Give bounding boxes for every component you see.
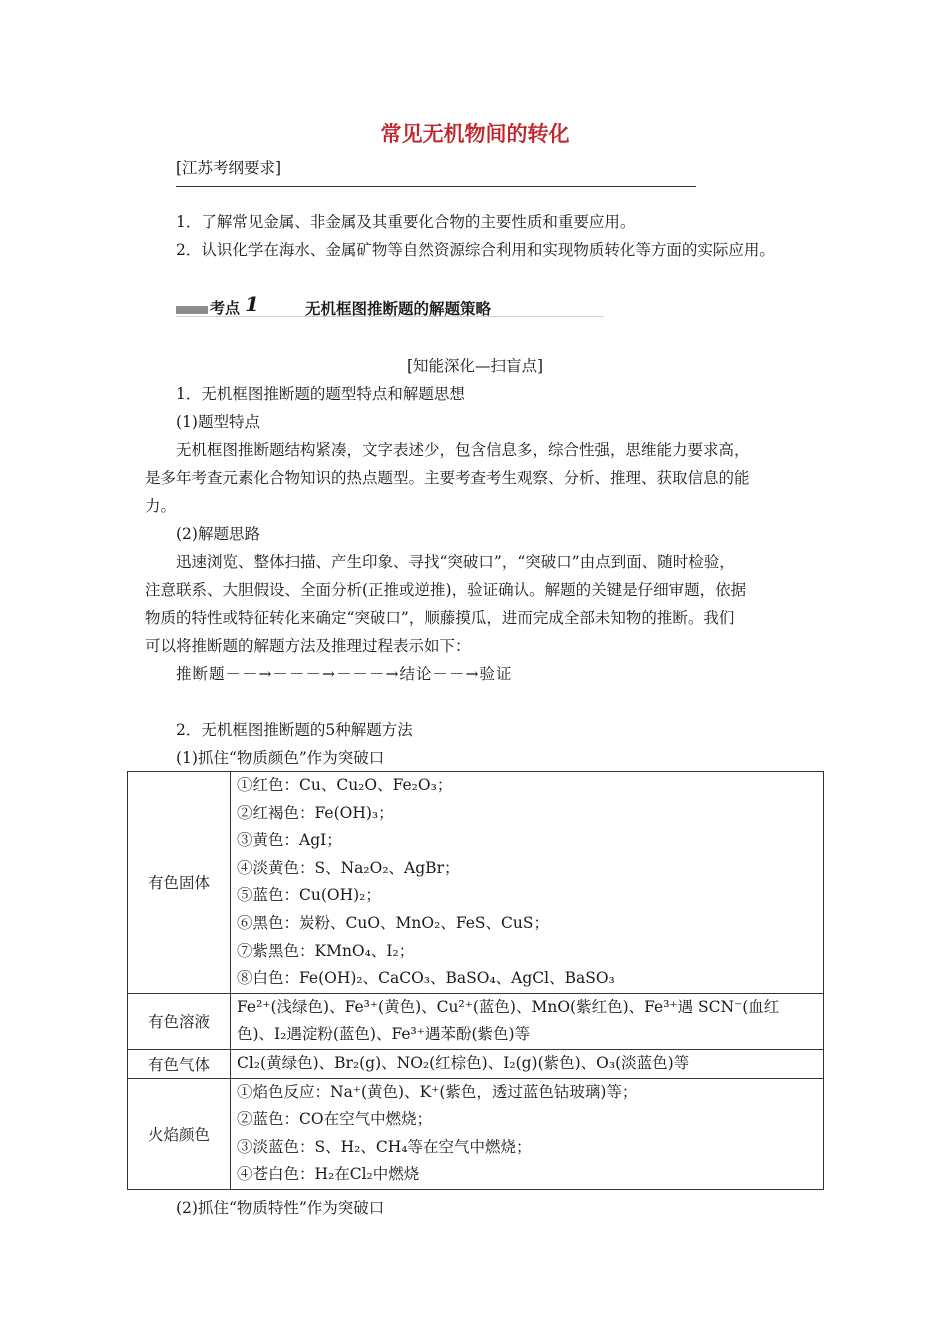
table-line: ⑥黑色：炭粉、CuO、MnO₂、FeS、CuS； [237,913,549,932]
kaodian-label: 考点 [210,299,241,317]
requirement-header: [江苏考纲要求] [176,159,282,177]
table-line: ③淡蓝色：S、H₂、CH₄等在空气中燃烧； [237,1137,532,1156]
section1-heading: 1．无机框图推断题的题型特点和解题思想 [176,385,465,403]
paragraph-line: 迅速浏览、整体扫描、产生印象、寻找“突破口”，“突破口”由点到面、随时检验， [176,553,735,571]
table-row [128,993,824,1049]
table-line: ①焰色反应：Na⁺(黄色)、K⁺(紫色，透过蓝色钴玻璃)等； [237,1082,638,1101]
table-line: ④苍白色：H₂在Cl₂中燃烧 [237,1165,420,1184]
kaodian-number: 1 [245,292,259,316]
paragraph-line: 力。 [145,497,177,515]
section2-sub1: (1)抓住“物质颜色”作为突破口 [176,749,385,767]
table-line: ⑤蓝色：Cu(OH)₂； [237,886,381,905]
section1-sub1: (1)题型特点 [176,413,260,431]
section1-sub2: (2)解题思路 [176,525,260,543]
table-row [128,1049,824,1078]
table-row [128,772,824,994]
requirement-item: 1．了解常见金属、非金属及其重要化合物的主要性质和重要应用。 [176,213,636,231]
row-header: 有色气体 [128,1049,231,1078]
paragraph-line: 是多年考查元素化合物知识的热点题型。主要考查考生观察、分析、推理、获取信息的能 [145,469,750,487]
table-line: ⑧白色：Fe(OH)₂、CaCO₃、BaSO₄、AgCl、BaSO₃ [237,969,615,988]
table-line: ③黄色：AgI； [237,831,342,850]
flow-diagram: 推断题－－→－－－→－－－→结论－－→验证 [176,665,513,683]
section2-sub2: (2)抓住“物质特性”作为突破口 [176,1199,385,1217]
divider-line [176,186,696,187]
paragraph-line: 物质的特性或特征转化来确定“突破口”，顺藤摸瓜，进而完成全部未知物的推断。我们 [145,609,735,627]
table-line: ④淡黄色：S、Na₂O₂、AgBr； [237,858,460,877]
paragraph-line: 可以将推断题的解题方法及推理过程表示如下： [145,637,471,655]
table-row [128,1078,824,1189]
table-line: ⑦紫黑色：KMnO₄、I₂； [237,941,415,960]
color-table [127,771,824,1190]
table-line: Cl₂(黄绿色)、Br₂(g)、NO₂(红棕色)、I₂(g)(紫色)、O₃(淡蓝色)等 [237,1053,690,1072]
table-line: Fe²⁺(浅绿色)、Fe³⁺(黄色)、Cu²⁺(蓝色)、MnO(紫红色)、Fe³⁺遇 SCN⁻(血红 [237,997,780,1016]
row-content [231,1049,824,1078]
row-header: 火焰颜色 [128,1078,231,1189]
table-line: ②蓝色：CO在空气中燃烧； [237,1110,433,1129]
section2-heading: 2．无机框图推断题的5种解题方法 [176,721,413,739]
row-content [231,1078,824,1189]
page-title: 常见无机物间的转化 [380,122,570,146]
table-line: ②红褐色：Fe(OH)₃； [237,803,394,822]
requirement-item: 2．认识化学在海水、金属矿物等自然资源综合利用和实现物质转化等方面的实际应用。 [176,241,775,259]
kaodian-title: 无机框图推断题的解题策略 [305,300,492,318]
paragraph-line: 注意联系、大胆假设、全面分析(正推或逆推)，验证确认。解题的关键是仔细审题，依据 [145,581,747,599]
section-header: [知能深化—扫盲点] [406,357,544,375]
kaodian-bar-icon [176,306,208,314]
row-header: 有色溶液 [128,993,231,1049]
kaodian-underline [176,316,604,317]
table-line: 色)、I₂遇淀粉(蓝色)、Fe³⁺遇苯酚(紫色)等 [237,1025,531,1044]
paragraph-line: 无机框图推断题结构紧凑，文字表述少，包含信息多，综合性强，思维能力要求高， [176,441,750,459]
row-content [231,993,824,1049]
table-line: ①红色：Cu、Cu₂O、Fe₂O₃； [237,776,453,794]
row-content [231,772,824,994]
row-header: 有色固体 [128,772,231,994]
